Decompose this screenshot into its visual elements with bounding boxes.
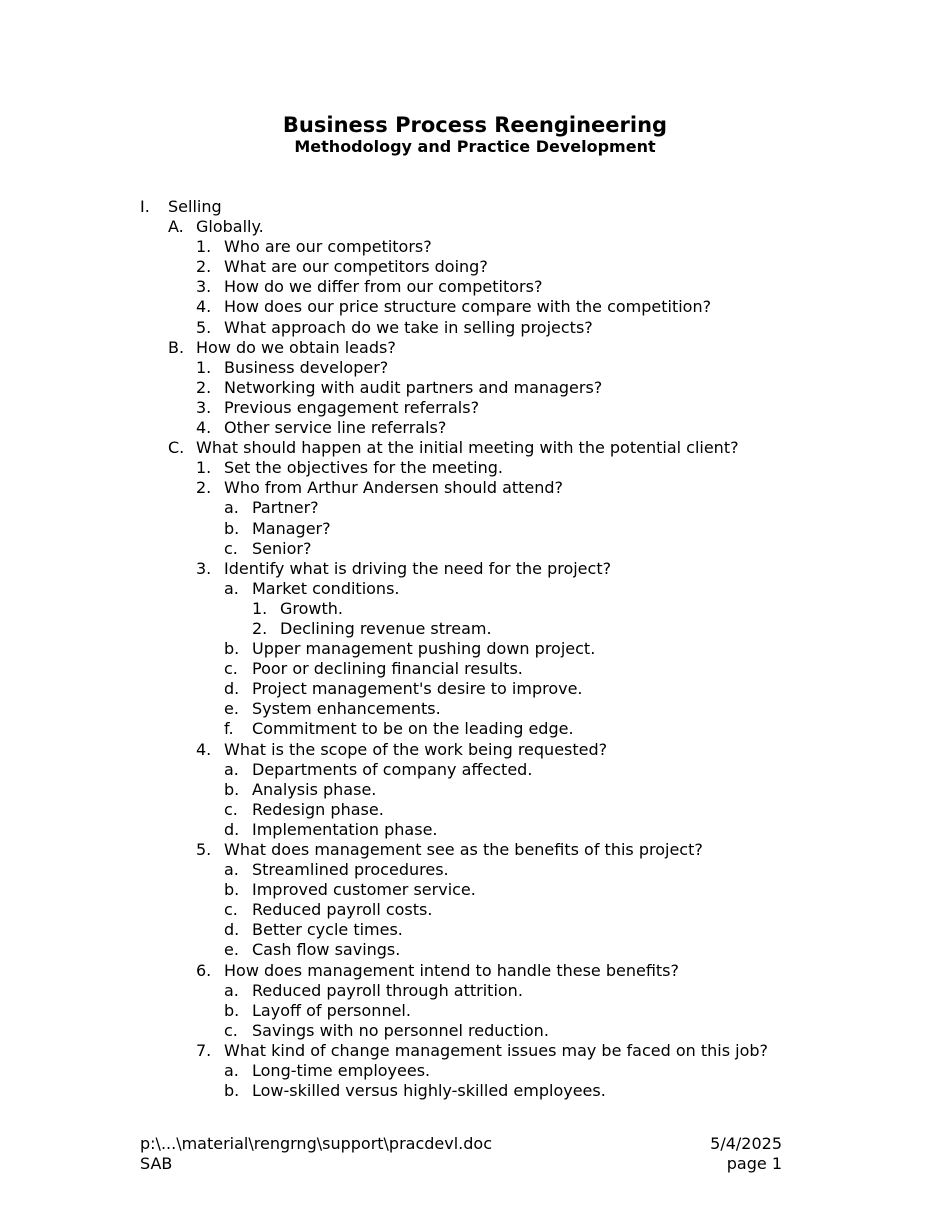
outline-item (0, 217, 950, 237)
outline-item (0, 579, 950, 599)
outline-item-text: Reduced payroll costs. (252, 900, 433, 920)
outline-item-marker: a. (224, 980, 239, 1000)
outline-item-text: Long-time employees. (252, 1061, 431, 1081)
outline-item-text: What kind of change management issues may be faced on this job? (224, 1040, 769, 1060)
outline-item-text: What does management see as the benefits of this project? (224, 840, 703, 859)
outline-item-marker: 1. (196, 237, 212, 257)
outline-item-text: Departments of company affected. (252, 759, 533, 779)
outline-item-marker: 1. (196, 458, 212, 478)
outline-item-text: Streamlined procedures. (252, 860, 449, 880)
outline-item-text: What is the scope of the work being requested? (224, 739, 608, 759)
outline-item (0, 900, 950, 920)
outline-item-marker: a. (224, 1061, 239, 1081)
outline-item-marker: b. (224, 779, 240, 799)
outline-item-text: Project management's desire to improve. (252, 679, 583, 699)
outline-item (0, 920, 950, 940)
outline-item-text: How does management intend to handle these benefits? (224, 960, 680, 980)
outline-item (0, 458, 950, 478)
outline-item-text: What approach do we take in selling projects? (224, 317, 593, 337)
outline-item (0, 1001, 950, 1021)
outline-item-text: Upper management pushing down project. (252, 639, 596, 659)
outline-item-text: Identify what is driving the need for the project? (224, 558, 612, 578)
footer-author: SAB (140, 1154, 173, 1173)
outline-item-text: How do we obtain leads? (196, 337, 396, 357)
outline-item (0, 780, 950, 800)
outline-item (0, 318, 950, 338)
outline-item-marker: d. (224, 920, 240, 940)
outline-item-marker: c. (224, 900, 238, 920)
outline-item (0, 358, 950, 378)
outline-item (0, 1081, 950, 1101)
outline-item-marker: e. (224, 699, 239, 719)
outline-item-text: Poor or declining financial results. (252, 659, 523, 679)
document-title: Business Process Reengineering (282, 113, 668, 137)
outline-list (0, 197, 950, 1101)
outline-item-marker: c. (224, 538, 238, 558)
outline-item (0, 1061, 950, 1081)
outline-item (0, 860, 950, 880)
outline-item (0, 840, 950, 860)
outline-item (0, 257, 950, 277)
outline-item-marker: C. (168, 438, 185, 458)
outline-item-marker: 2. (196, 377, 212, 397)
outline-item-marker: c. (224, 799, 238, 819)
outline-item-marker: 1. (252, 598, 268, 618)
outline-item (0, 619, 950, 639)
outline-item (0, 519, 950, 539)
outline-item (0, 639, 950, 659)
outline-item-text: Market conditions. (252, 578, 400, 598)
outline-item-marker: A. (168, 217, 184, 237)
outline-item-text: Senior? (252, 538, 312, 558)
outline-item-marker: b. (224, 518, 240, 538)
outline-item-text: Who from Arthur Andersen should attend? (224, 478, 564, 498)
outline-item-text: Other service line referrals? (224, 418, 447, 438)
outline-item (0, 699, 950, 719)
outline-item-marker: b. (224, 1000, 240, 1020)
footer-file-path: p:\...\material\rengrng\support\pracdevl.doc (140, 1134, 493, 1153)
outline-item-text: Previous engagement referrals? (224, 397, 480, 417)
outline-item-marker: 6. (196, 960, 212, 980)
outline-item-marker: 2. (252, 618, 268, 638)
outline-item-text: Selling (168, 197, 222, 216)
outline-item-marker: 4. (196, 297, 212, 317)
outline-item (0, 760, 950, 780)
outline-item (0, 498, 950, 518)
outline-item (0, 418, 950, 438)
outline-item-text: Manager? (252, 518, 331, 538)
outline-item-marker: 2. (196, 478, 212, 498)
outline-item-marker: d. (224, 819, 240, 839)
outline-item-text: Networking with audit partners and managers? (224, 377, 603, 397)
outline-item-text: How do we differ from our competitors? (224, 277, 543, 297)
outline-item (0, 539, 950, 559)
outline-item-text: What are our competitors doing? (224, 257, 488, 277)
outline-item-text: Layoff of personnel. (252, 1000, 411, 1020)
outline-item-marker: 1. (196, 357, 212, 377)
outline-item-marker: 5. (196, 840, 212, 859)
outline-item-marker: 4. (196, 739, 212, 759)
outline-item-text: Better cycle times. (252, 920, 403, 940)
outline-item-text: Implementation phase. (252, 819, 438, 839)
outline-item (0, 277, 950, 297)
outline-item-text: Globally. (196, 217, 264, 237)
outline-item-marker: e. (224, 940, 239, 960)
outline-item (0, 297, 950, 317)
outline-item-text: How does our price structure compare with the competition? (224, 297, 712, 317)
outline-item-text: Savings with no personnel reduction. (252, 1020, 549, 1040)
outline-item (0, 1041, 950, 1061)
outline-item (0, 740, 950, 760)
outline-item-text: Analysis phase. (252, 779, 377, 799)
outline-item (0, 478, 950, 498)
outline-item-marker: 5. (196, 317, 212, 337)
outline-item (0, 820, 950, 840)
outline-item (0, 880, 950, 900)
outline-item-marker: 3. (196, 277, 212, 297)
outline-item-text: System enhancements. (252, 699, 441, 719)
outline-item-text: Partner? (252, 498, 319, 518)
outline-item-marker: 3. (196, 397, 212, 417)
outline-item-text: Business developer? (224, 357, 389, 377)
outline-item (0, 559, 950, 579)
outline-item (0, 679, 950, 699)
outline-item (0, 981, 950, 1001)
outline-item-text: Redesign phase. (252, 799, 384, 819)
outline-item-marker: a. (224, 498, 239, 518)
footer-date: 5/4/2025 (710, 1134, 782, 1153)
outline-item-marker: a. (224, 759, 239, 779)
footer-page-number: page 1 (726, 1154, 782, 1173)
outline-item (0, 599, 950, 619)
outline-item-marker: b. (224, 639, 240, 659)
outline-item-text: Cash flow savings. (252, 940, 401, 960)
outline-item-marker: I. (140, 197, 150, 216)
outline-item (0, 197, 950, 217)
outline-item-marker: d. (224, 679, 240, 699)
outline-item (0, 338, 950, 358)
outline-item (0, 438, 950, 458)
outline-item (0, 659, 950, 679)
outline-item-marker: 2. (196, 257, 212, 277)
outline-item (0, 961, 950, 981)
outline-item-marker: 3. (196, 558, 212, 578)
outline-item-text: Growth. (280, 598, 343, 618)
document-subtitle: Methodology and Practice Development (294, 137, 656, 156)
outline-item-text: Improved customer service. (252, 880, 476, 900)
outline-item-text: Set the objectives for the meeting. (224, 458, 503, 478)
outline-item-text: Low-skilled versus highly-skilled employees. (252, 1081, 606, 1101)
outline-item-marker: c. (224, 1020, 238, 1040)
outline-item-text: Reduced payroll through attrition. (252, 980, 523, 1000)
outline-item (0, 940, 950, 960)
outline-item-marker: 4. (196, 418, 212, 438)
outline-item (0, 378, 950, 398)
outline-item-text: Who are our competitors? (224, 237, 432, 257)
outline-item-marker: a. (224, 578, 239, 598)
outline-item-marker: f. (224, 719, 234, 739)
outline-item-marker: 7. (196, 1040, 212, 1060)
outline-item (0, 800, 950, 820)
outline-item (0, 398, 950, 418)
outline-item-marker: a. (224, 860, 239, 880)
outline-item (0, 1021, 950, 1041)
outline-item-marker: c. (224, 659, 238, 679)
outline-item-marker: b. (224, 1081, 240, 1101)
outline-item-text: Declining revenue stream. (280, 618, 492, 638)
outline-item (0, 719, 950, 739)
outline-item-marker: B. (168, 337, 185, 357)
outline-item-text: What should happen at the initial meeting with the potential client? (196, 438, 739, 458)
outline-item-text: Commitment to be on the leading edge. (252, 719, 574, 739)
outline-item-marker: b. (224, 880, 240, 900)
outline-item (0, 237, 950, 257)
